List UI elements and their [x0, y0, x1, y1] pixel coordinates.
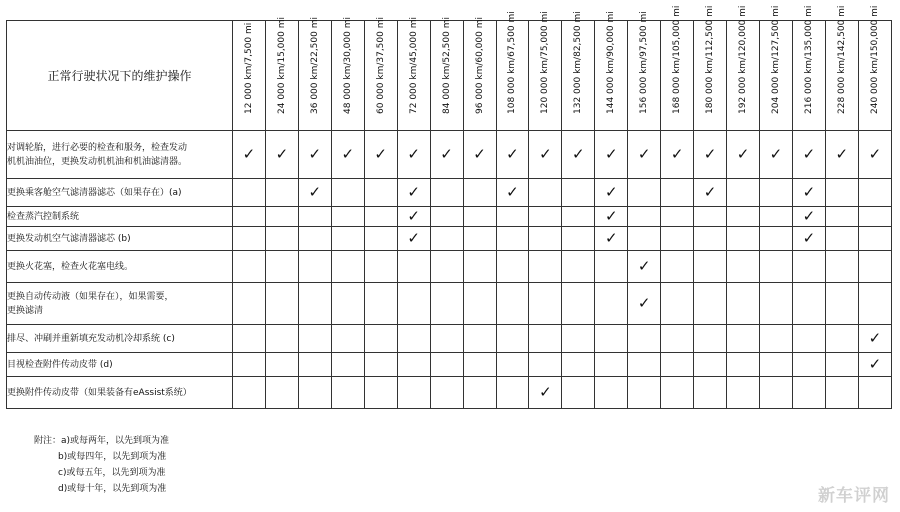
- schedule-cell: [529, 251, 562, 283]
- table-row: [7, 377, 892, 409]
- schedule-cell: [430, 377, 463, 409]
- label-line: 对调轮胎，进行必要的检查和服务，检查发动: [7, 142, 188, 153]
- maintenance-item-label: [7, 179, 233, 207]
- checkmark-icon: ✓: [868, 145, 882, 163]
- schedule-cell: [496, 207, 529, 227]
- maintenance-item-label: [7, 283, 233, 325]
- schedule-cell: [595, 227, 628, 251]
- schedule-cell: [430, 251, 463, 283]
- schedule-cell: [562, 325, 595, 353]
- schedule-cell: [825, 131, 858, 179]
- schedule-cell: [825, 353, 858, 377]
- schedule-cell: [430, 283, 463, 325]
- mileage-column-header: [595, 11, 628, 131]
- schedule-cell: [760, 207, 793, 227]
- table-row: [7, 179, 892, 207]
- schedule-cell: [298, 227, 331, 251]
- mileage-label: 228 000 km/142,500 mi: [836, 5, 847, 114]
- notes-prefix: 附注：: [34, 436, 62, 446]
- schedule-cell: [727, 227, 760, 251]
- checkmark-icon: ✓: [539, 383, 552, 401]
- schedule-cell: [595, 325, 628, 353]
- mileage-column-header: [496, 11, 529, 131]
- schedule-cell: [595, 353, 628, 377]
- schedule-cell: [792, 325, 825, 353]
- schedule-cell: [331, 179, 364, 207]
- mileage-label: 132 000 km/82,500 mi: [573, 11, 584, 114]
- schedule-cell: [364, 179, 397, 207]
- schedule-cell: [496, 325, 529, 353]
- schedule-cell: [727, 251, 760, 283]
- checkmark-icon: ✓: [539, 145, 552, 163]
- schedule-cell: [397, 227, 430, 251]
- mileage-column-header: [562, 11, 595, 131]
- table-row: [7, 353, 892, 377]
- schedule-cell: [694, 377, 727, 409]
- schedule-cell: [595, 377, 628, 409]
- mileage-column-header: [298, 17, 331, 131]
- table-row: [7, 131, 892, 179]
- schedule-cell: [858, 325, 891, 353]
- schedule-cell: [628, 251, 661, 283]
- schedule-cell: [694, 207, 727, 227]
- schedule-cell: [727, 377, 760, 409]
- mileage-column-header: [628, 11, 661, 131]
- schedule-cell: [858, 227, 891, 251]
- schedule-cell: [529, 227, 562, 251]
- schedule-cell: [760, 283, 793, 325]
- checkmark-icon: ✓: [572, 145, 585, 163]
- schedule-cell: [595, 283, 628, 325]
- schedule-cell: [792, 251, 825, 283]
- schedule-cell: [858, 131, 891, 179]
- schedule-cell: [760, 377, 793, 409]
- schedule-cell: [727, 283, 760, 325]
- schedule-cell: [463, 227, 496, 251]
- schedule-cell: [364, 283, 397, 325]
- checkmark-icon: ✓: [407, 145, 420, 163]
- mileage-column-header: [727, 5, 760, 131]
- mileage-label: 144 000 km/90,000 mi: [606, 11, 617, 114]
- schedule-cell: [694, 251, 727, 283]
- checkmark-icon: ✓: [275, 145, 289, 163]
- schedule-cell: [397, 131, 430, 179]
- schedule-cell: [661, 251, 694, 283]
- schedule-cell: [727, 179, 760, 207]
- table-row: [7, 251, 892, 283]
- schedule-cell: [727, 131, 760, 179]
- table-row: [7, 283, 892, 325]
- schedule-cell: [397, 377, 430, 409]
- mileage-column-header: [760, 5, 793, 131]
- schedule-cell: [792, 227, 825, 251]
- checkmark-icon: ✓: [242, 145, 256, 163]
- schedule-cell: [463, 251, 496, 283]
- mileage-label: 120 000 km/75,000 mi: [540, 11, 551, 114]
- note-line: [34, 433, 169, 449]
- schedule-cell: [825, 283, 858, 325]
- schedule-cell: [562, 353, 595, 377]
- mileage-label: 240 000 km/150,000 mi: [869, 5, 880, 114]
- mileage-label: 108 000 km/67,500 mi: [507, 11, 518, 114]
- schedule-cell: [265, 179, 298, 207]
- schedule-cell: [661, 377, 694, 409]
- schedule-cell: [364, 207, 397, 227]
- schedule-cell: [364, 131, 397, 179]
- schedule-cell: [694, 179, 727, 207]
- schedule-cell: [858, 283, 891, 325]
- label-line: 机机油油位，更换发动机机油和机油滤清器。: [7, 156, 188, 167]
- schedule-cell: [265, 251, 298, 283]
- schedule-cell: [661, 179, 694, 207]
- checkmark-icon: ✓: [506, 183, 519, 201]
- schedule-cell: [496, 251, 529, 283]
- mileage-column-header: [529, 11, 562, 131]
- schedule-cell: [858, 179, 891, 207]
- schedule-cell: [496, 353, 529, 377]
- schedule-cell: [496, 179, 529, 207]
- schedule-cell: [595, 179, 628, 207]
- schedule-cell: [628, 227, 661, 251]
- mileage-label: 24 000 km/15,000 mi: [276, 17, 287, 114]
- checkmark-icon: ✓: [802, 183, 816, 201]
- checkmark-icon: ✓: [769, 145, 783, 163]
- schedule-cell: [825, 207, 858, 227]
- schedule-cell: [792, 207, 825, 227]
- note-line: b)或每四年，以先到项为准: [58, 452, 167, 462]
- schedule-cell: [661, 283, 694, 325]
- schedule-cell: [331, 131, 364, 179]
- schedule-cell: [233, 325, 266, 353]
- checkmark-icon: ✓: [440, 145, 453, 163]
- note-line: c)或每五年，以先到项为准: [58, 468, 166, 478]
- schedule-cell: [397, 283, 430, 325]
- checkmark-icon: ✓: [604, 229, 618, 247]
- table-header-label: 正常行驶状况下的维护操作: [7, 21, 233, 131]
- schedule-cell: [233, 283, 266, 325]
- schedule-cell: [825, 377, 858, 409]
- schedule-cell: [727, 207, 760, 227]
- schedule-cell: [430, 227, 463, 251]
- mileage-label: 180 000 km/112,500 mi: [705, 5, 716, 114]
- schedule-cell: [298, 131, 331, 179]
- schedule-cell: [233, 131, 266, 179]
- schedule-cell: [397, 325, 430, 353]
- schedule-cell: [595, 251, 628, 283]
- schedule-cell: [661, 353, 694, 377]
- schedule-cell: [661, 227, 694, 251]
- schedule-cell: [792, 377, 825, 409]
- mileage-column-header: [792, 5, 825, 131]
- schedule-cell: [595, 131, 628, 179]
- checkmark-icon: ✓: [604, 145, 618, 163]
- schedule-cell: [430, 207, 463, 227]
- checkmark-icon: ✓: [308, 183, 322, 201]
- mileage-label: 12 000 km/7,500 mi: [243, 22, 254, 114]
- schedule-cell: [463, 207, 496, 227]
- mileage-column-header: [694, 5, 727, 131]
- schedule-cell: [298, 207, 331, 227]
- schedule-cell: [331, 325, 364, 353]
- checkmark-icon: ✓: [473, 145, 486, 163]
- schedule-cell: [496, 377, 529, 409]
- schedule-cell: [463, 131, 496, 179]
- schedule-cell: [430, 179, 463, 207]
- maintenance-item-label: [7, 251, 233, 283]
- mileage-label: 168 000 km/105,000 mi: [672, 5, 683, 114]
- schedule-cell: [496, 283, 529, 325]
- schedule-cell: [760, 325, 793, 353]
- mileage-column-header: [430, 17, 463, 131]
- schedule-cell: [529, 283, 562, 325]
- schedule-cell: [562, 131, 595, 179]
- schedule-cell: [694, 283, 727, 325]
- schedule-cell: [727, 325, 760, 353]
- schedule-cell: [397, 251, 430, 283]
- schedule-cell: [364, 227, 397, 251]
- schedule-cell: [430, 353, 463, 377]
- schedule-cell: [331, 207, 364, 227]
- checkmark-icon: ✓: [868, 355, 882, 373]
- schedule-cell: [298, 283, 331, 325]
- schedule-cell: [331, 353, 364, 377]
- schedule-cell: [858, 207, 891, 227]
- schedule-cell: [233, 377, 266, 409]
- schedule-cell: [628, 283, 661, 325]
- schedule-cell: [265, 377, 298, 409]
- schedule-cell: [694, 227, 727, 251]
- checkmark-icon: ✓: [703, 145, 717, 163]
- mileage-column-header: [265, 17, 298, 131]
- schedule-cell: [529, 377, 562, 409]
- checkmark-icon: ✓: [637, 294, 651, 312]
- schedule-cell: [628, 377, 661, 409]
- schedule-cell: [562, 227, 595, 251]
- schedule-cell: [463, 353, 496, 377]
- schedule-cell: [628, 325, 661, 353]
- schedule-cell: [562, 377, 595, 409]
- checkmark-icon: ✓: [670, 145, 684, 163]
- schedule-cell: [265, 227, 298, 251]
- schedule-cell: [364, 325, 397, 353]
- mileage-label: 84 000 km/52,500 mi: [441, 17, 452, 114]
- label-line: 更换火花塞，检查火花塞电线。: [7, 261, 134, 272]
- checkmark-icon: ✓: [637, 257, 651, 275]
- schedule-cell: [825, 227, 858, 251]
- schedule-cell: [331, 227, 364, 251]
- schedule-cell: [858, 353, 891, 377]
- schedule-cell: [858, 377, 891, 409]
- schedule-cell: [694, 325, 727, 353]
- schedule-cell: [628, 207, 661, 227]
- label-line: 更换自动传动液（如果存在），如果需要，: [7, 291, 174, 302]
- schedule-cell: [792, 283, 825, 325]
- schedule-cell: [430, 131, 463, 179]
- checkmark-icon: ✓: [407, 183, 420, 201]
- schedule-cell: [496, 131, 529, 179]
- checkmark-icon: ✓: [374, 145, 387, 163]
- schedule-cell: [760, 251, 793, 283]
- schedule-cell: [298, 179, 331, 207]
- watermark-logo: 新车评网: [818, 486, 890, 506]
- table-row: [7, 227, 892, 251]
- mileage-label: 96 000 km/60,000 mi: [474, 17, 485, 114]
- mileage-label: 60 000 km/37,500 mi: [375, 17, 386, 114]
- checkmark-icon: ✓: [308, 145, 322, 163]
- checkmark-icon: ✓: [802, 207, 816, 225]
- mileage-column-header: [364, 17, 397, 131]
- maintenance-item-label: [7, 353, 233, 377]
- schedule-cell: [331, 283, 364, 325]
- schedule-cell: [364, 353, 397, 377]
- mileage-label: 192 000 km/120,000 mi: [738, 5, 749, 114]
- mileage-label: 156 000 km/97,500 mi: [639, 11, 650, 114]
- label-line: 检查蒸汽控制系统: [7, 211, 80, 222]
- mileage-column-header: [858, 5, 891, 131]
- checkmark-icon: ✓: [736, 145, 750, 163]
- checkmark-icon: ✓: [407, 229, 420, 247]
- mileage-label: 36 000 km/22,500 mi: [309, 17, 320, 114]
- schedule-cell: [265, 325, 298, 353]
- schedule-cell: [694, 131, 727, 179]
- checkmark-icon: ✓: [868, 329, 882, 347]
- schedule-cell: [858, 251, 891, 283]
- checkmark-icon: ✓: [835, 145, 849, 163]
- checkmark-icon: ✓: [604, 183, 618, 201]
- checkmark-icon: ✓: [604, 207, 618, 225]
- schedule-cell: [825, 251, 858, 283]
- schedule-cell: [562, 207, 595, 227]
- checkmark-icon: ✓: [407, 207, 420, 225]
- schedule-cell: [825, 179, 858, 207]
- maintenance-item-label: [7, 377, 233, 409]
- checkmark-icon: ✓: [341, 145, 355, 163]
- mileage-column-header: [397, 17, 430, 131]
- schedule-cell: [792, 353, 825, 377]
- schedule-cell: [792, 131, 825, 179]
- schedule-cell: [760, 227, 793, 251]
- schedule-cell: [463, 283, 496, 325]
- notes: [34, 433, 169, 497]
- schedule-cell: [628, 353, 661, 377]
- maintenance-schedule-table: [6, 5, 892, 409]
- maintenance-item-label: [7, 325, 233, 353]
- schedule-cell: [760, 179, 793, 207]
- schedule-cell: [233, 179, 266, 207]
- maintenance-item-label: [7, 227, 233, 251]
- schedule-cell: [430, 325, 463, 353]
- schedule-cell: [233, 207, 266, 227]
- schedule-cell: [496, 227, 529, 251]
- schedule-cell: [233, 227, 266, 251]
- mileage-label: 216 000 km/135,000 mi: [803, 5, 814, 114]
- label-line: 排尽、冲刷并重新填充发动机冷却系统 (c): [7, 333, 175, 344]
- schedule-cell: [727, 353, 760, 377]
- schedule-cell: [397, 179, 430, 207]
- checkmark-icon: ✓: [802, 229, 816, 247]
- schedule-cell: [529, 325, 562, 353]
- schedule-cell: [265, 207, 298, 227]
- schedule-cell: [529, 179, 562, 207]
- schedule-cell: [463, 325, 496, 353]
- schedule-cell: [628, 131, 661, 179]
- mileage-column-header: [233, 21, 266, 131]
- schedule-cell: [265, 283, 298, 325]
- schedule-cell: [661, 207, 694, 227]
- schedule-cell: [397, 353, 430, 377]
- maintenance-item-label: [7, 131, 233, 179]
- schedule-cell: [595, 207, 628, 227]
- schedule-cell: [265, 131, 298, 179]
- schedule-cell: [298, 251, 331, 283]
- schedule-cell: [233, 353, 266, 377]
- label-line: 更换滤清: [7, 305, 44, 316]
- label-line: 更换发动机空气滤清器滤芯 (b): [7, 233, 131, 244]
- note-item: a)或每两年，以先到项为准: [61, 436, 170, 446]
- schedule-cell: [298, 377, 331, 409]
- maintenance-item-label: [7, 207, 233, 227]
- schedule-cell: [562, 283, 595, 325]
- schedule-cell: [661, 131, 694, 179]
- mileage-label: 204 000 km/127,500 mi: [770, 5, 781, 114]
- checkmark-icon: ✓: [703, 183, 717, 201]
- schedule-cell: [529, 207, 562, 227]
- schedule-cell: [331, 377, 364, 409]
- label-line: 目视检查附件传动皮带 (d): [7, 359, 113, 370]
- schedule-cell: [694, 353, 727, 377]
- mileage-label: 72 000 km/45,000 mi: [408, 17, 419, 114]
- schedule-cell: [331, 251, 364, 283]
- note-line: d)或每十年，以先到项为准: [58, 484, 167, 494]
- checkmark-icon: ✓: [802, 145, 816, 163]
- schedule-cell: [529, 353, 562, 377]
- schedule-cell: [792, 179, 825, 207]
- schedule-cell: [562, 251, 595, 283]
- mileage-column-header: [331, 17, 364, 131]
- schedule-cell: [233, 251, 266, 283]
- schedule-cell: [661, 325, 694, 353]
- label-line: 更换乘客舱空气滤清器滤芯（如果存在）(a): [7, 187, 182, 198]
- label-line: 更换附件传动皮带（如果装备有eAssist系统）: [7, 387, 192, 398]
- schedule-cell: [298, 353, 331, 377]
- schedule-cell: [463, 179, 496, 207]
- mileage-column-header: [825, 5, 858, 131]
- table-row: [7, 325, 892, 353]
- schedule-cell: [364, 377, 397, 409]
- mileage-column-header: [463, 17, 496, 131]
- schedule-cell: [562, 179, 595, 207]
- schedule-cell: [760, 131, 793, 179]
- table-row: [7, 207, 892, 227]
- schedule-cell: [463, 377, 496, 409]
- schedule-cell: [265, 353, 298, 377]
- mileage-label: 48 000 km/30,000 mi: [342, 17, 353, 114]
- mileage-column-header: [661, 5, 694, 131]
- schedule-cell: [397, 207, 430, 227]
- schedule-cell: [298, 325, 331, 353]
- checkmark-icon: ✓: [637, 145, 651, 163]
- schedule-cell: [628, 179, 661, 207]
- schedule-cell: [364, 251, 397, 283]
- checkmark-icon: ✓: [506, 145, 519, 163]
- schedule-cell: [529, 131, 562, 179]
- schedule-cell: [760, 353, 793, 377]
- schedule-cell: [825, 325, 858, 353]
